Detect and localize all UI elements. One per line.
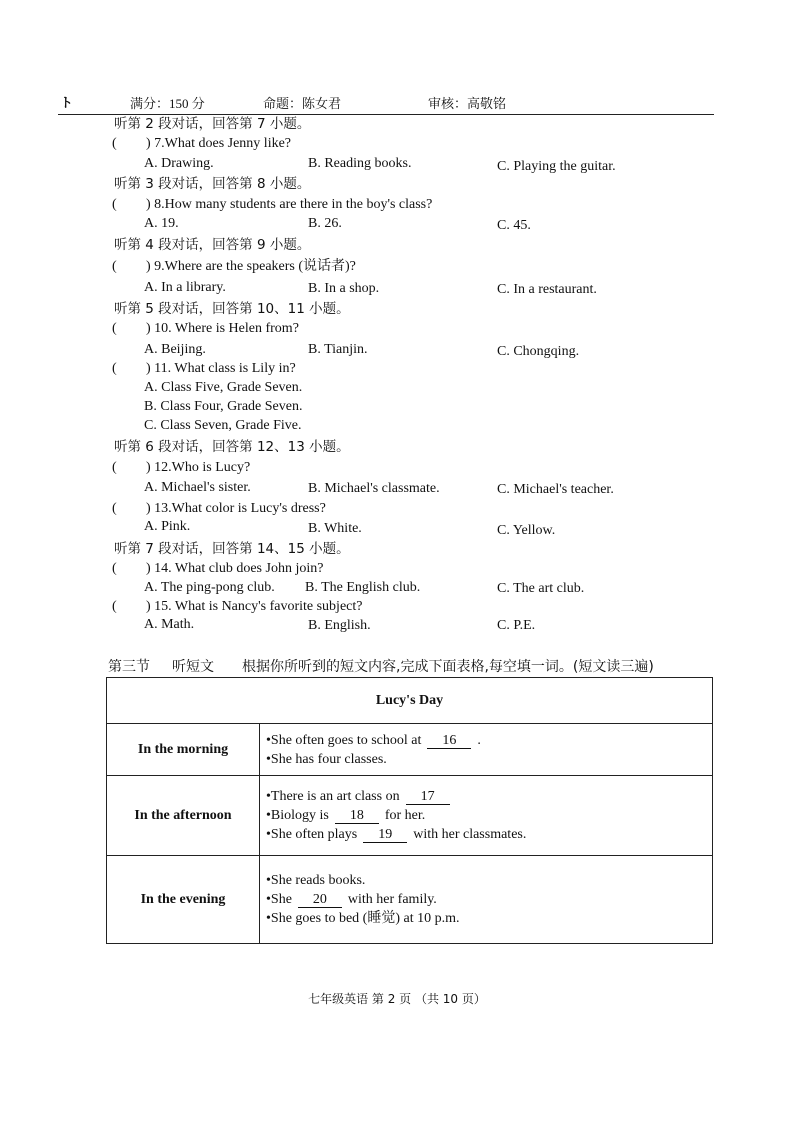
option-b: B. English.: [308, 618, 371, 633]
option-b: B. Class Four, Grade Seven.: [144, 399, 303, 414]
question-7: [112, 135, 291, 153]
question-text: ) 9.Where are the speakers (说话者)?: [146, 259, 356, 274]
page-footer: 七年级英语 第 2 页 （共 10 页）: [308, 992, 486, 1006]
author: 命题：陈女君: [263, 96, 342, 111]
option-a: A. Beijing.: [144, 342, 206, 357]
row-content: [260, 776, 713, 856]
section-heading: 听第 2 段对话，回答第 7 小题。: [114, 116, 311, 132]
question-text: ) 11. What class is Lily in?: [146, 361, 296, 376]
page-header: [58, 88, 714, 115]
table-title: Lucy's Day: [107, 678, 713, 724]
line-text: with her family.: [347, 892, 437, 907]
question-12: [112, 459, 250, 477]
option-b: B. 26.: [308, 216, 342, 231]
option-c: C. The art club.: [497, 581, 585, 596]
answer-paren[interactable]: (: [112, 501, 117, 516]
line-text: •She goes to bed (睡觉) at 10 p.m.: [266, 911, 460, 926]
full-score: 满分：150 分: [130, 96, 205, 111]
line-text: •She often goes to school at: [266, 732, 422, 748]
answer-paren[interactable]: (: [112, 136, 117, 151]
section-three-label: 第三节: [108, 659, 150, 675]
time-label: In the evening: [107, 856, 260, 944]
line-text: •She often plays: [266, 827, 358, 842]
time-label: In the morning: [107, 724, 260, 776]
answer-paren[interactable]: (: [112, 259, 117, 274]
question-11: [112, 360, 296, 378]
option-a: A. Class Five, Grade Seven.: [144, 380, 303, 395]
option-c: C. Class Seven, Grade Five.: [144, 418, 302, 433]
blank-19[interactable]: 19: [363, 827, 407, 843]
line-text: .: [477, 732, 481, 748]
option-a: A. The ping-pong club.: [144, 580, 275, 595]
table-row: [107, 856, 713, 944]
line-text: •She: [266, 892, 292, 907]
option-c: C. P.E.: [497, 618, 536, 633]
row-content: [260, 856, 713, 944]
option-b: B. Michael's classmate.: [308, 481, 440, 496]
section-heading: 听第 5 段对话，回答第 10、11 小题。: [114, 301, 350, 317]
option-a: A. 19.: [144, 216, 179, 231]
section-heading: 听第 4 段对话，回答第 9 小题。: [114, 237, 311, 253]
reviewer: 审核：高敬铭: [428, 96, 507, 111]
question-text: ) 7.What does Jenny like?: [146, 136, 292, 151]
table-row: [107, 776, 713, 856]
question-text: ) 15. What is Nancy's favorite subject?: [146, 599, 363, 614]
option-b: B. Tianjin.: [308, 342, 368, 357]
section-three-heading: [108, 656, 654, 676]
question-text: ) 12.Who is Lucy?: [146, 460, 251, 475]
option-b: B. White.: [308, 521, 362, 536]
question-14: [112, 560, 323, 578]
option-c: C. Yellow.: [497, 523, 556, 538]
line-text: •She reads books.: [266, 873, 366, 888]
section-three-name: 听短文: [172, 659, 214, 675]
answer-paren[interactable]: (: [112, 460, 117, 475]
option-c: C. Michael's teacher.: [497, 482, 614, 497]
time-label: In the afternoon: [107, 776, 260, 856]
answer-paren[interactable]: (: [112, 321, 117, 336]
line-text: •Biology is: [266, 808, 329, 823]
line-text: for her.: [384, 808, 426, 823]
section-heading: 听第 6 段对话，回答第 12、13 小题。: [114, 439, 350, 455]
question-8: [112, 196, 432, 214]
question-9: [112, 258, 356, 276]
option-c: C. 45.: [497, 218, 531, 233]
question-10: [112, 320, 299, 338]
header-mark: ト: [60, 95, 74, 110]
line-text: •There is an art class on: [266, 789, 400, 804]
lucys-day-table: [106, 677, 713, 944]
question-15: [112, 598, 362, 616]
section-heading: 听第 3 段对话，回答第 8 小题。: [114, 176, 311, 192]
option-a: A. Pink.: [144, 519, 191, 534]
option-b: B. Reading books.: [308, 156, 412, 171]
question-text: ) 10. Where is Helen from?: [146, 321, 299, 336]
line-text: with her classmates.: [413, 827, 527, 842]
table-row: [107, 724, 713, 776]
question-text: ) 8.How many students are there in the boy's class?: [146, 197, 433, 212]
answer-paren[interactable]: (: [112, 197, 117, 212]
blank-20[interactable]: 20: [298, 892, 342, 908]
row-content: [260, 724, 713, 776]
line-text: •She has four classes.: [266, 751, 387, 767]
blank-17[interactable]: 17: [406, 789, 450, 805]
answer-paren[interactable]: (: [112, 599, 117, 614]
question-text: ) 14. What club does John join?: [146, 561, 324, 576]
option-a: A. Drawing.: [144, 156, 214, 171]
answer-paren[interactable]: (: [112, 561, 117, 576]
section-three-instruction: 根据你所听到的短文内容,完成下面表格,每空填一词。(短文读三遍): [242, 659, 654, 675]
option-a: A. Michael's sister.: [144, 480, 251, 495]
section-heading: 听第 7 段对话，回答第 14、15 小题。: [114, 541, 350, 557]
blank-16[interactable]: 16: [427, 733, 471, 749]
blank-18[interactable]: 18: [335, 808, 379, 824]
option-a: A. In a library.: [144, 280, 226, 295]
option-c: C. Chongqing.: [497, 344, 580, 359]
option-b: B. In a shop.: [308, 281, 380, 296]
answer-paren[interactable]: (: [112, 361, 117, 376]
option-b: B. The English club.: [305, 580, 421, 595]
option-a: A. Math.: [144, 617, 195, 632]
option-c: C. In a restaurant.: [497, 282, 597, 297]
question-13: [112, 500, 326, 518]
option-c: C. Playing the guitar.: [497, 159, 616, 174]
question-text: ) 13.What color is Lucy's dress?: [146, 501, 326, 516]
